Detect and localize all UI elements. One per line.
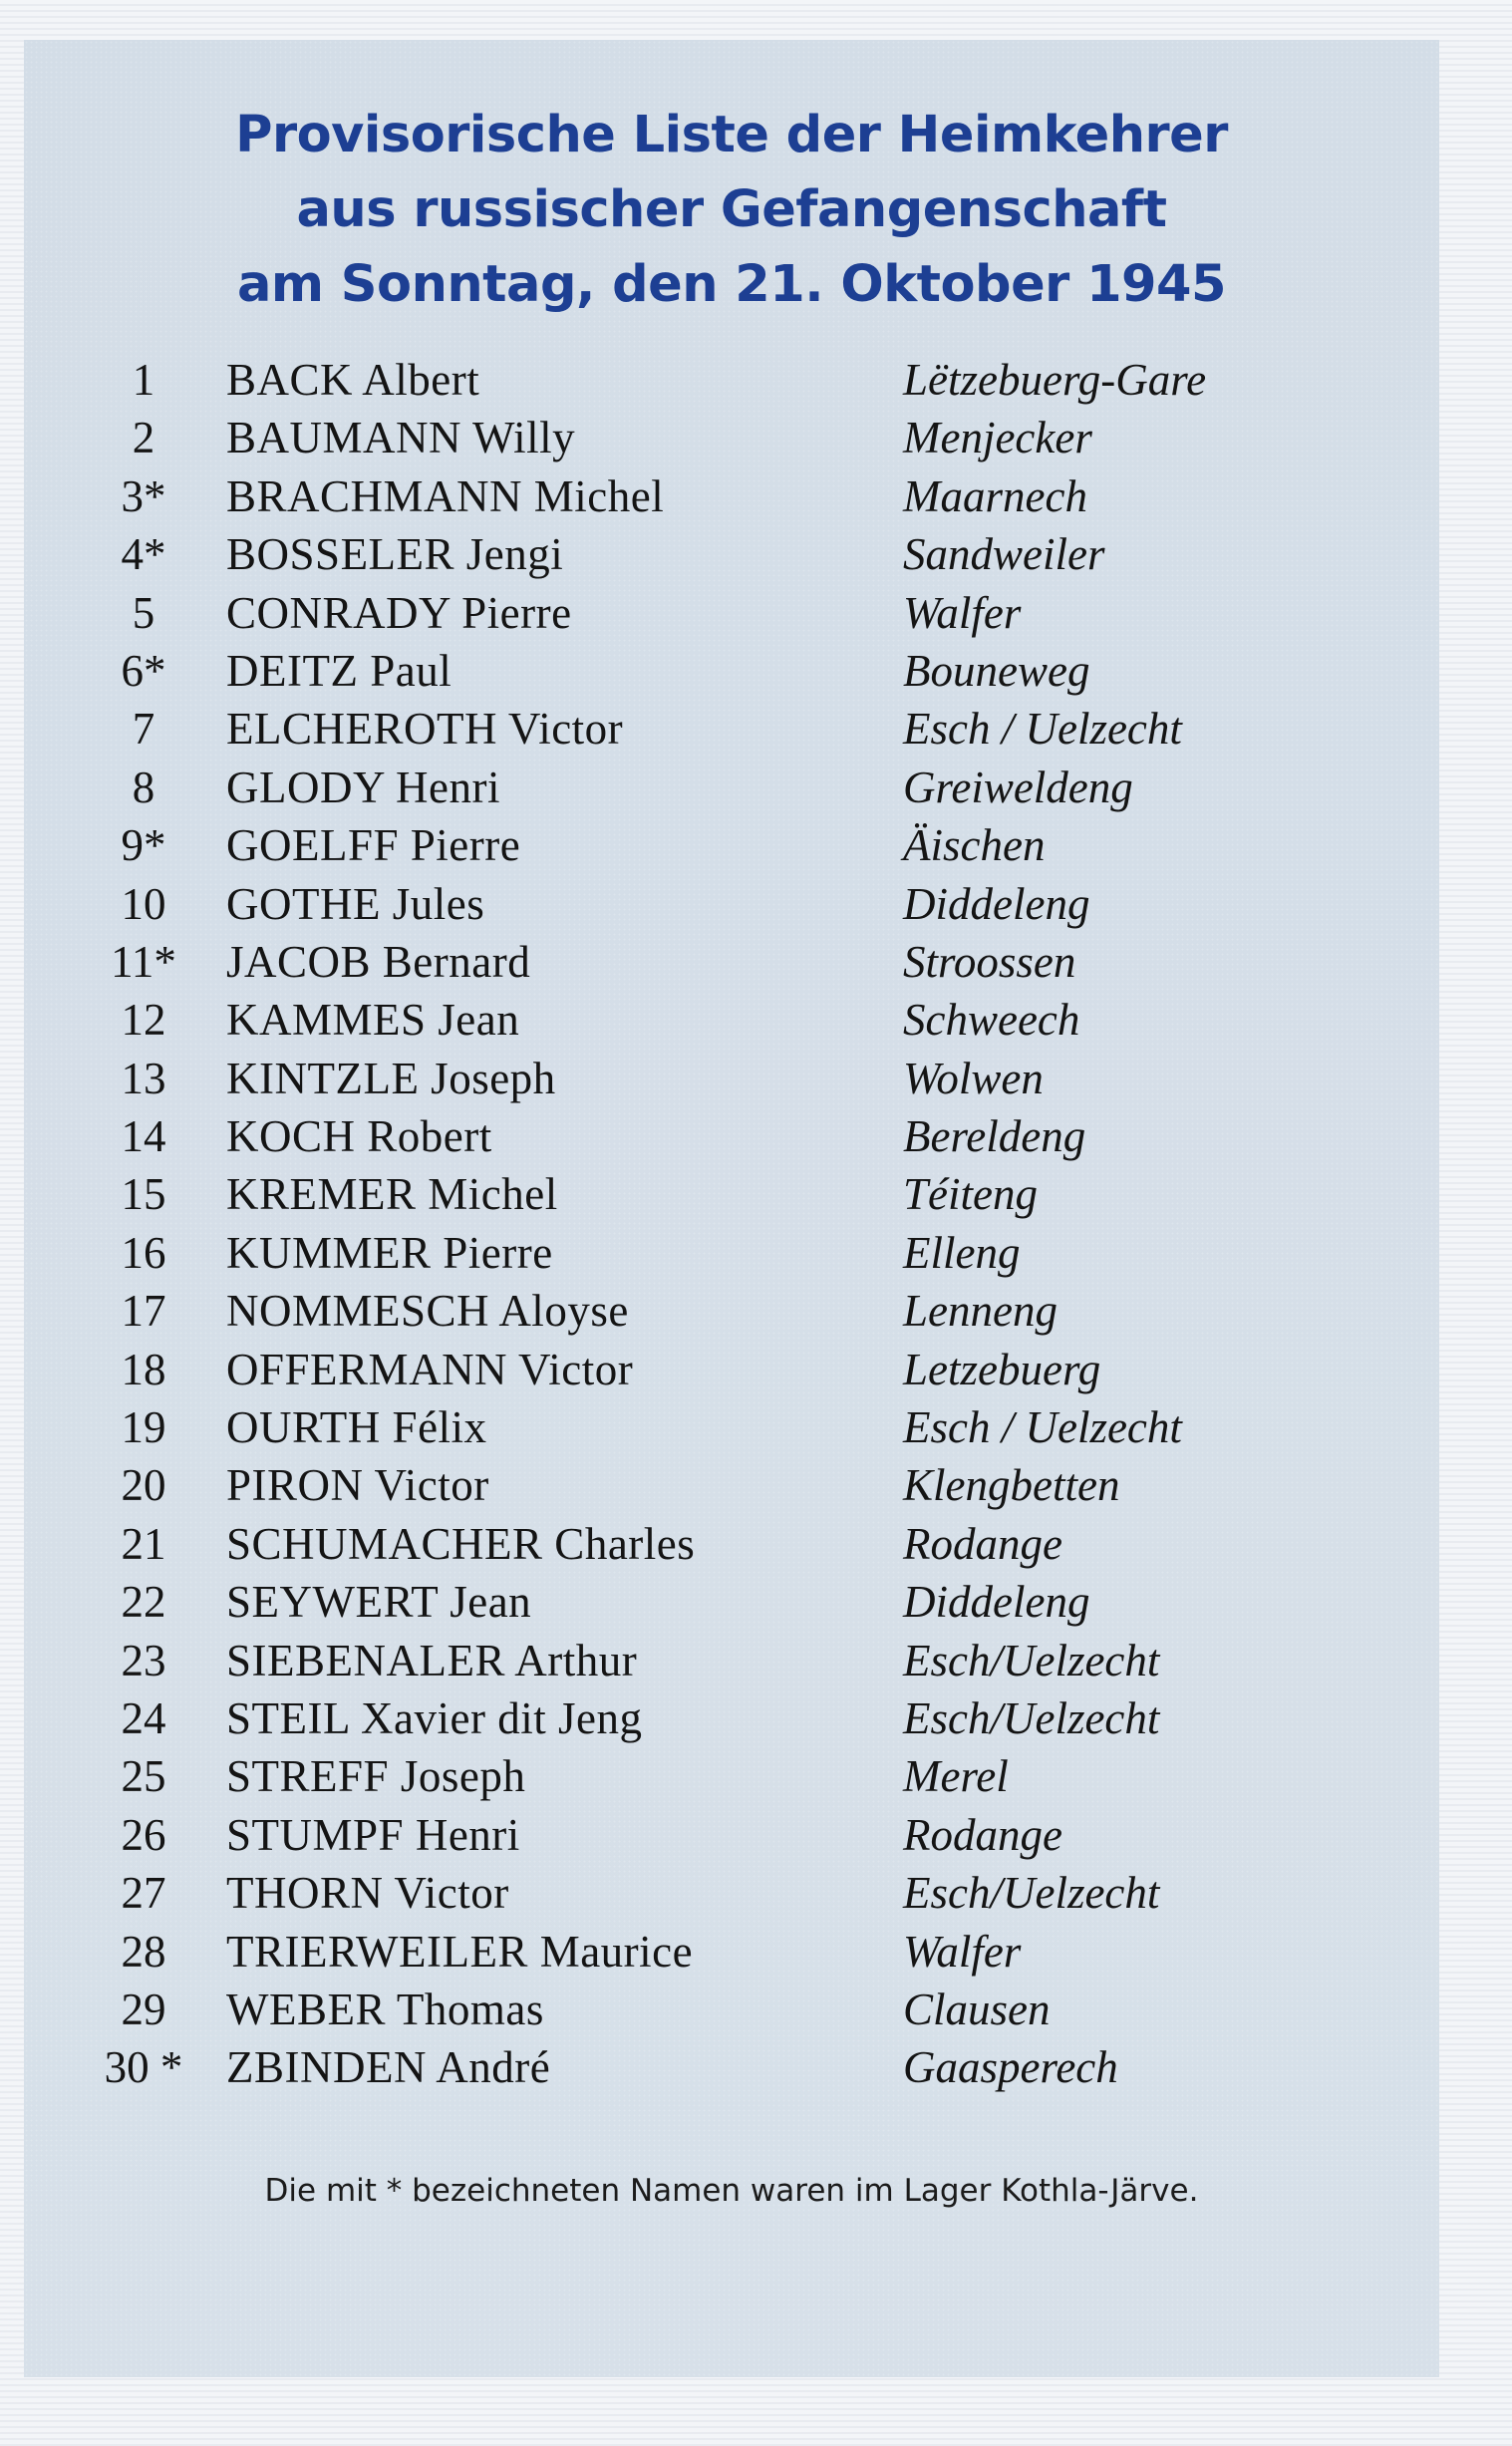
entry-name: KREMER Michel xyxy=(226,1169,558,1220)
list-item xyxy=(24,1864,1439,1922)
entry-number: 29 xyxy=(121,1984,166,2034)
entry-number: 23 xyxy=(121,1635,166,1685)
entry-name: BRACHMANN Michel xyxy=(226,470,665,521)
entry-place: Klengbetten xyxy=(903,1460,1120,1511)
entry-name: BACK Albert xyxy=(226,355,480,405)
entry-name: ZBINDEN André xyxy=(226,2042,551,2093)
entry-name: BOSSELER Jengi xyxy=(226,529,564,580)
entry-place: Rodange xyxy=(903,1809,1062,1860)
entry-place: Maarnech xyxy=(903,470,1087,521)
list-item xyxy=(24,525,1439,583)
entry-name: THORN Victor xyxy=(226,1868,509,1919)
entry-number: 8 xyxy=(132,762,155,812)
list-item xyxy=(24,1224,1439,1282)
entry-number: 20 xyxy=(121,1460,166,1511)
list-item xyxy=(24,1632,1439,1689)
list-item xyxy=(24,584,1439,642)
list-item xyxy=(24,1165,1439,1223)
entry-place: Esch/Uelzecht xyxy=(903,1635,1160,1685)
entry-name: KAMMES Jean xyxy=(226,995,520,1046)
entry-number: 27 xyxy=(121,1868,166,1919)
entry-name: GOELFF Pierre xyxy=(226,820,521,871)
entry-name: SCHUMACHER Charles xyxy=(226,1518,696,1569)
title-line-1: Provisorische Liste der Heimkehrer xyxy=(235,106,1228,164)
list-item xyxy=(24,700,1439,758)
entry-name: STEIL Xavier dit Jeng xyxy=(226,1692,643,1743)
entry-name: NOMMESCH Aloyse xyxy=(226,1286,629,1337)
list-item xyxy=(24,351,1439,409)
entry-place: Menjecker xyxy=(903,413,1092,463)
list-item xyxy=(24,933,1439,991)
entry-number: 10 xyxy=(121,878,166,929)
entry-place: Bouneweg xyxy=(903,645,1090,696)
entry-place: Gaasperech xyxy=(903,2042,1118,2093)
entry-name: KINTZLE Joseph xyxy=(226,1053,556,1103)
entry-place: Esch / Uelzecht xyxy=(903,1402,1182,1453)
document-title xyxy=(24,98,1439,322)
entry-place: Esch / Uelzecht xyxy=(903,704,1182,755)
entry-number: 30 * xyxy=(104,2042,183,2093)
list-item xyxy=(24,409,1439,466)
list-item xyxy=(24,1981,1439,2038)
entry-name: STREFF Joseph xyxy=(226,1751,526,1802)
returnee-list xyxy=(24,351,1439,2097)
entry-number: 17 xyxy=(121,1286,166,1337)
entry-place: Lëtzebuerg-Gare xyxy=(903,355,1207,405)
list-item xyxy=(24,1573,1439,1631)
list-item xyxy=(24,1456,1439,1514)
entry-number: 12 xyxy=(121,995,166,1046)
entry-number: 21 xyxy=(121,1518,166,1569)
entry-place: Sandweiler xyxy=(903,529,1105,580)
entry-number: 16 xyxy=(121,1227,166,1278)
list-item xyxy=(24,759,1439,816)
entry-name: BAUMANN Willy xyxy=(226,413,576,463)
list-item xyxy=(24,1341,1439,1398)
entry-number: 18 xyxy=(121,1344,166,1394)
entry-name: WEBER Thomas xyxy=(226,1984,544,2034)
entry-name: SIEBENALER Arthur xyxy=(226,1635,638,1685)
entry-place: Esch/Uelzecht xyxy=(903,1692,1160,1743)
list-item xyxy=(24,991,1439,1049)
entry-number: 13 xyxy=(121,1053,166,1103)
entry-place: Clausen xyxy=(903,1984,1051,2034)
entry-place: Lenneng xyxy=(903,1286,1058,1337)
list-item xyxy=(24,642,1439,700)
entry-number: 24 xyxy=(121,1692,166,1743)
entry-number: 14 xyxy=(121,1111,166,1162)
entry-name: JACOB Bernard xyxy=(226,936,531,987)
entry-place: Stroossen xyxy=(903,936,1076,987)
entry-name: SEYWERT Jean xyxy=(226,1577,532,1628)
list-item xyxy=(24,1107,1439,1165)
list-item xyxy=(24,1515,1439,1573)
entry-name: OURTH Félix xyxy=(226,1402,487,1453)
list-item xyxy=(24,1282,1439,1340)
title-line-2: aus russischer Gefangenschaft xyxy=(296,180,1167,239)
list-item xyxy=(24,1398,1439,1456)
entry-place: Walfer xyxy=(903,587,1022,638)
entry-number: 4* xyxy=(121,529,166,580)
list-item xyxy=(24,467,1439,525)
entry-name: TRIERWEILER Maurice xyxy=(226,1926,694,1977)
entry-number: 9* xyxy=(121,820,166,871)
entry-place: Diddeleng xyxy=(903,1577,1090,1628)
entry-number: 26 xyxy=(121,1809,166,1860)
list-item xyxy=(24,1923,1439,1981)
entry-number: 28 xyxy=(121,1926,166,1977)
entry-number: 15 xyxy=(121,1169,166,1220)
entry-place: Greiweldeng xyxy=(903,762,1133,812)
entry-name: PIRON Victor xyxy=(226,1460,489,1511)
document-card xyxy=(24,40,1439,2377)
entry-place: Elleng xyxy=(903,1227,1021,1278)
entry-name: STUMPF Henri xyxy=(226,1809,520,1860)
entry-place: Rodange xyxy=(903,1518,1062,1569)
entry-name: GOTHE Jules xyxy=(226,878,485,929)
list-item xyxy=(24,1747,1439,1805)
list-item xyxy=(24,875,1439,933)
entry-place: Téiteng xyxy=(903,1169,1038,1220)
entry-place: Bereldeng xyxy=(903,1111,1086,1162)
entry-name: GLODY Henri xyxy=(226,762,501,812)
entry-place: Wolwen xyxy=(903,1053,1044,1103)
list-item xyxy=(24,2038,1439,2096)
entry-place: Merel xyxy=(903,1751,1009,1802)
entry-name: DEITZ Paul xyxy=(226,645,453,696)
entry-place: Walfer xyxy=(903,1926,1022,1977)
entry-number: 11* xyxy=(111,936,176,987)
title-line-3: am Sonntag, den 21. Oktober 1945 xyxy=(236,255,1227,314)
entry-place: Letzebuerg xyxy=(903,1344,1101,1394)
entry-place: Esch/Uelzecht xyxy=(903,1868,1160,1919)
entry-number: 5 xyxy=(132,587,155,638)
entry-number: 6* xyxy=(121,645,166,696)
entry-number: 7 xyxy=(132,704,155,755)
list-item xyxy=(24,816,1439,874)
entry-name: CONRADY Pierre xyxy=(226,587,572,638)
entry-place: Diddeleng xyxy=(903,878,1090,929)
entry-number: 1 xyxy=(132,355,155,405)
entry-number: 22 xyxy=(121,1577,166,1628)
entry-number: 25 xyxy=(121,1751,166,1802)
entry-name: ELCHEROTH Victor xyxy=(226,704,624,755)
entry-number: 2 xyxy=(132,413,155,463)
entry-place: Äischen xyxy=(903,820,1046,871)
list-item xyxy=(24,1050,1439,1107)
entry-name: KOCH Robert xyxy=(226,1111,492,1162)
list-item xyxy=(24,1806,1439,1864)
entry-number: 3* xyxy=(121,470,166,521)
entry-name: OFFERMANN Victor xyxy=(226,1344,634,1394)
entry-name: KUMMER Pierre xyxy=(226,1227,553,1278)
footnote: Die mit * bezeichneten Namen waren im Lager Kothla-Järve. xyxy=(264,2173,1199,2209)
entry-place: Schweech xyxy=(903,995,1080,1046)
list-item xyxy=(24,1689,1439,1747)
entry-number: 19 xyxy=(121,1402,166,1453)
